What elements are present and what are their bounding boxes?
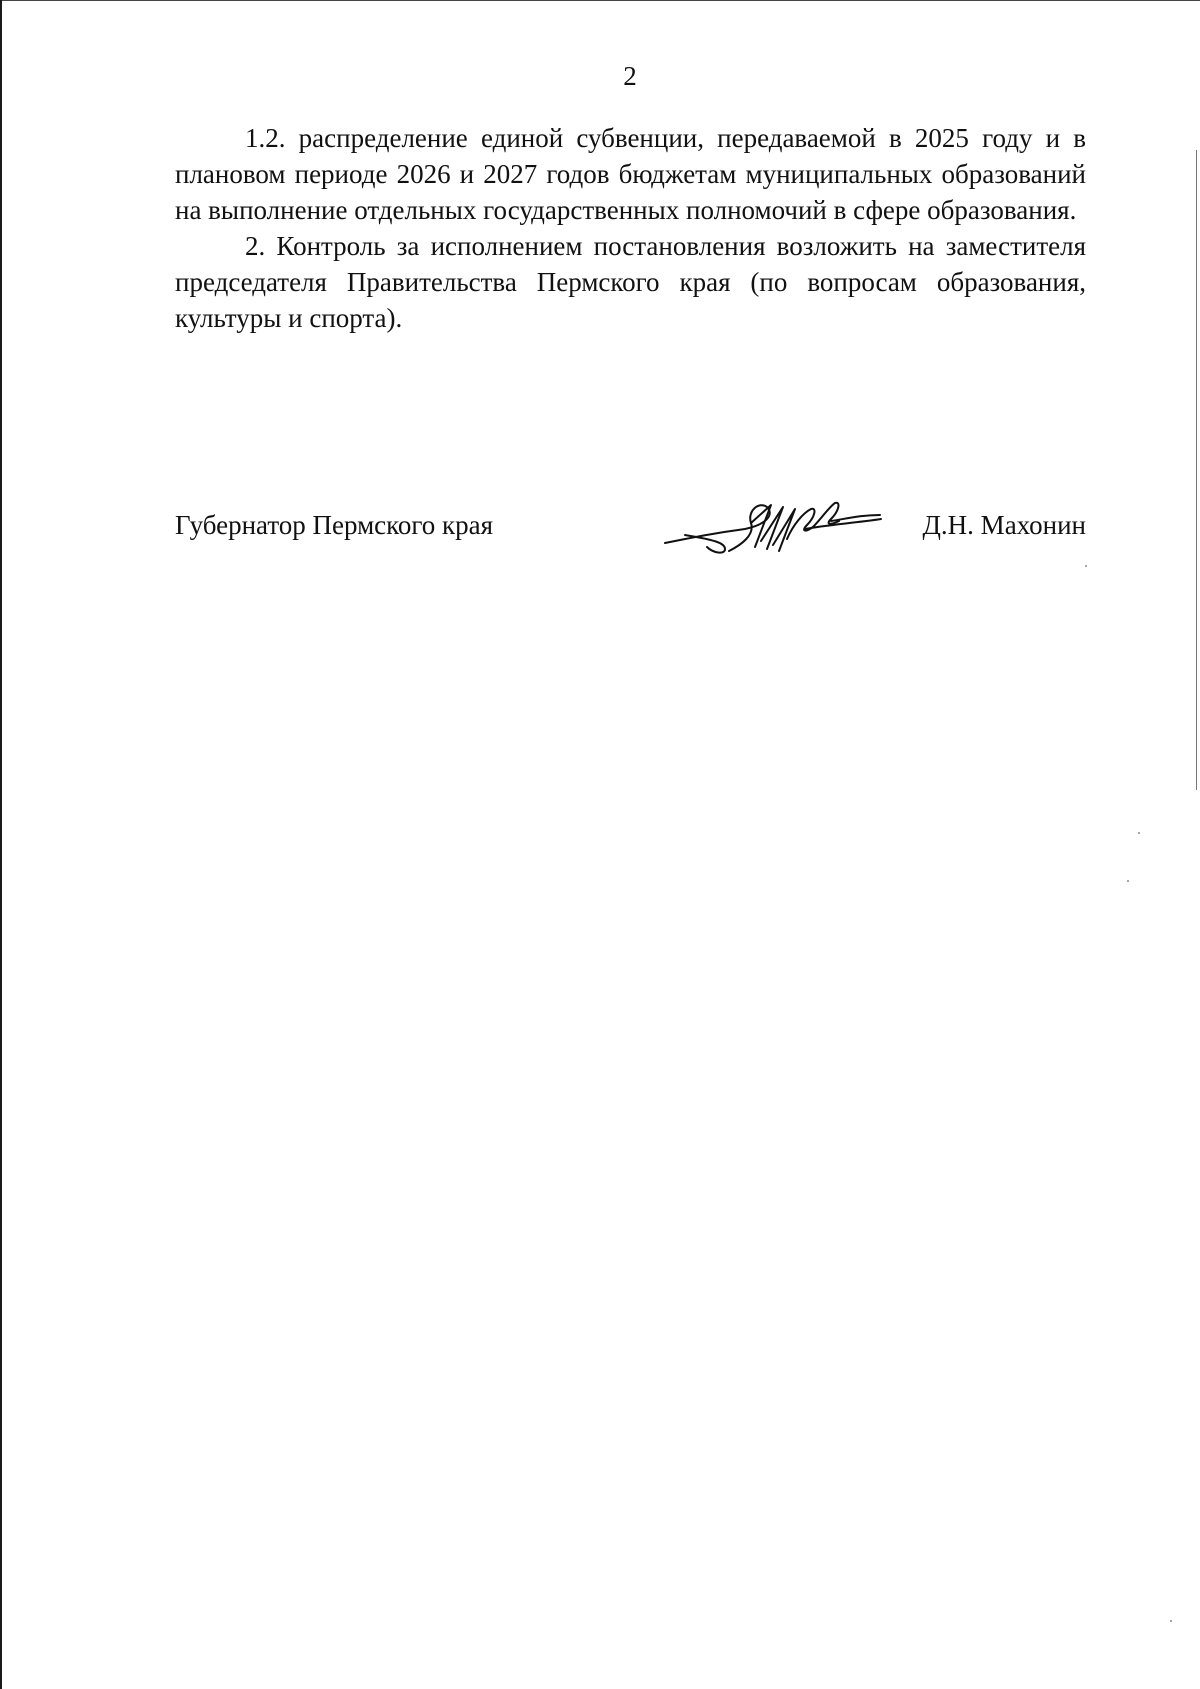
scan-speck [1085,565,1087,567]
scan-speck [1127,880,1129,882]
scan-speck [1170,1620,1172,1622]
scan-edge-top [0,0,1200,1]
signatory-name: Д.Н. Махонин [922,510,1086,540]
scan-edge-right [1196,150,1197,790]
paragraph-1-2: 1.2. распределение единой субвенции, передаваемой в 2025 году и в плановом периоде 2026 и 2027 годов бюджетам муниципальных образований на выполнение отдельных государственных полномочий в сфере образования. [175,123,1086,225]
paragraph-2: 2. Контроль за исполнением постановления возложить на заместителя председателя Правительства Пермского края (по вопросам образования, культуры и спорта). [175,231,1086,333]
signature-block [175,505,1086,565]
scan-speck [1138,832,1140,834]
signatory-position: Губернатор Пермского края [175,510,494,540]
scan-edge-left [0,0,2,1689]
document-body [175,120,1086,336]
page-number: 2 [623,61,637,91]
handwritten-signature [655,485,885,565]
